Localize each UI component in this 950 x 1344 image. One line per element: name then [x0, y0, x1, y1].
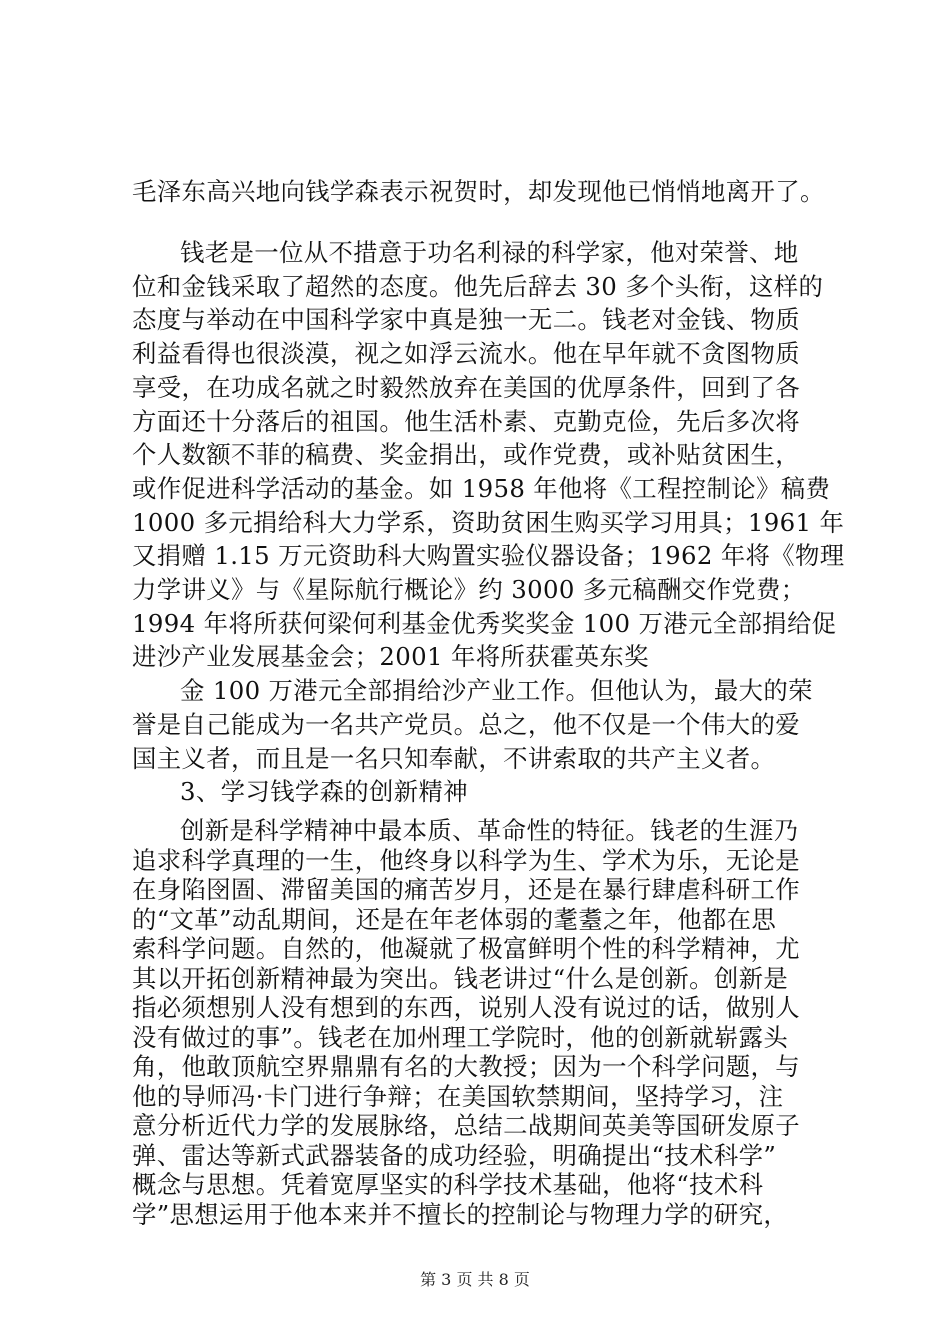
text-line: 意分析近代力学的发展脉络，总结二战期间英美等国研发原子 — [132, 1111, 800, 1140]
paragraph-start-line: 钱老是一位从不措意于功名利禄的科学家，他对荣誉、地 — [180, 238, 799, 267]
paragraph-start-line: 创新是科学精神中最本质、革命性的特征。钱老的生涯乃 — [180, 816, 799, 845]
text-line: 力学讲义》与《星际航行概论》约 3000 多元稿酬交作党费； — [132, 575, 806, 604]
text-line: 毛泽东高兴地向钱学森表示祝贺时，却发现他已悄悄地离开了。 — [132, 177, 825, 206]
text-line: 弹、雷达等新式武器装备的成功经验，明确提出“技术科学” — [132, 1140, 777, 1170]
paragraph-start-line: 金 100 万港元全部捐给沙产业工作。但他认为，最大的荣 — [180, 676, 813, 706]
text-line: 索科学问题。自然的，他凝就了极富鲜明个性的科学精神，尤 — [132, 934, 800, 963]
text-line: 指必须想别人没有想到的东西，说别人没有说过的话，做别人 — [132, 993, 800, 1022]
text-line: 个人数额不菲的稿费、奖金捐出，或作党费，或补贴贫困生， — [132, 440, 800, 470]
text-line: 誉是自己能成为一名共产党员。总之，他不仅是一个伟大的爱 — [132, 709, 800, 739]
text-line: 又捐赠 1.15 万元资助科大购置实验仪器设备；1962 年将《物理 — [132, 541, 845, 571]
text-line: 国主义者，而且是一名只知奉献，不讲索取的共产主义者。 — [132, 743, 776, 773]
text-line: 方面还十分落后的祖国。他生活朴素、克勤克俭，先后多次将 — [132, 406, 800, 436]
text-line: 概念与思想。凭着宽厚坚实的科学技术基础，他将“技术科 — [132, 1170, 764, 1199]
text-line: 学”思想运用于他本来并不擅长的控制论与物理力学的研究， — [132, 1199, 789, 1229]
text-line: 1994 年将所获何梁何利基金优秀奖奖金 100 万港元全部捐给促 — [132, 608, 837, 638]
text-line: 进沙产业发展基金会；2001 年将所获霍英东奖 — [132, 642, 649, 672]
text-line: 在身陷囹圄、滞留美国的痛苦岁月，还是在暴行肆虐科研工作 — [132, 875, 800, 904]
text-line: 没有做过的事”。钱老在加州理工学院时，他的创新就崭露头 — [132, 1022, 789, 1052]
text-line: 角，他敢顶航空界鼎鼎有名的大教授；因为一个科学问题，与 — [132, 1052, 800, 1081]
page-number-label: 第 3 页 共 8 页 — [420, 1270, 530, 1289]
text-line: 追求科学真理的一生，他终身以科学为生、学术为乐，无论是 — [132, 845, 800, 875]
page-footer — [0, 1269, 950, 1291]
text-line: 他的导师冯·卡门进行争辩；在美国软禁期间，坚持学习，注 — [132, 1081, 784, 1111]
text-line: 享受，在功成名就之时毅然放弃在美国的优厚条件，回到了各 — [132, 372, 800, 402]
text-line: 的“文革”动乱期间，还是在年老体弱的耄耋之年，他都在思 — [132, 904, 777, 934]
text-line: 利益看得也很淡漠，视之如浮云流水。他在早年就不贪图物质 — [132, 339, 800, 369]
text-line: 其以开拓创新精神最为突出。钱老讲过“什么是创新。创新是 — [132, 963, 789, 993]
text-line: 1000 多元捐给科大力学系，资助贫困生购买学习用具；1961 年 — [132, 507, 845, 537]
text-line: 位和金钱采取了超然的态度。他先后辞去 30 多个头衔，这样的 — [132, 271, 824, 301]
text-line: 态度与举动在中国科学家中真是独一无二。钱老对金钱、物质 — [132, 305, 800, 335]
text-line: 或作促进科学活动的基金。如 1958 年他将《工程控制论》稿费 — [132, 473, 831, 503]
section-heading: 3、学习钱学森的创新精神 — [180, 777, 469, 807]
